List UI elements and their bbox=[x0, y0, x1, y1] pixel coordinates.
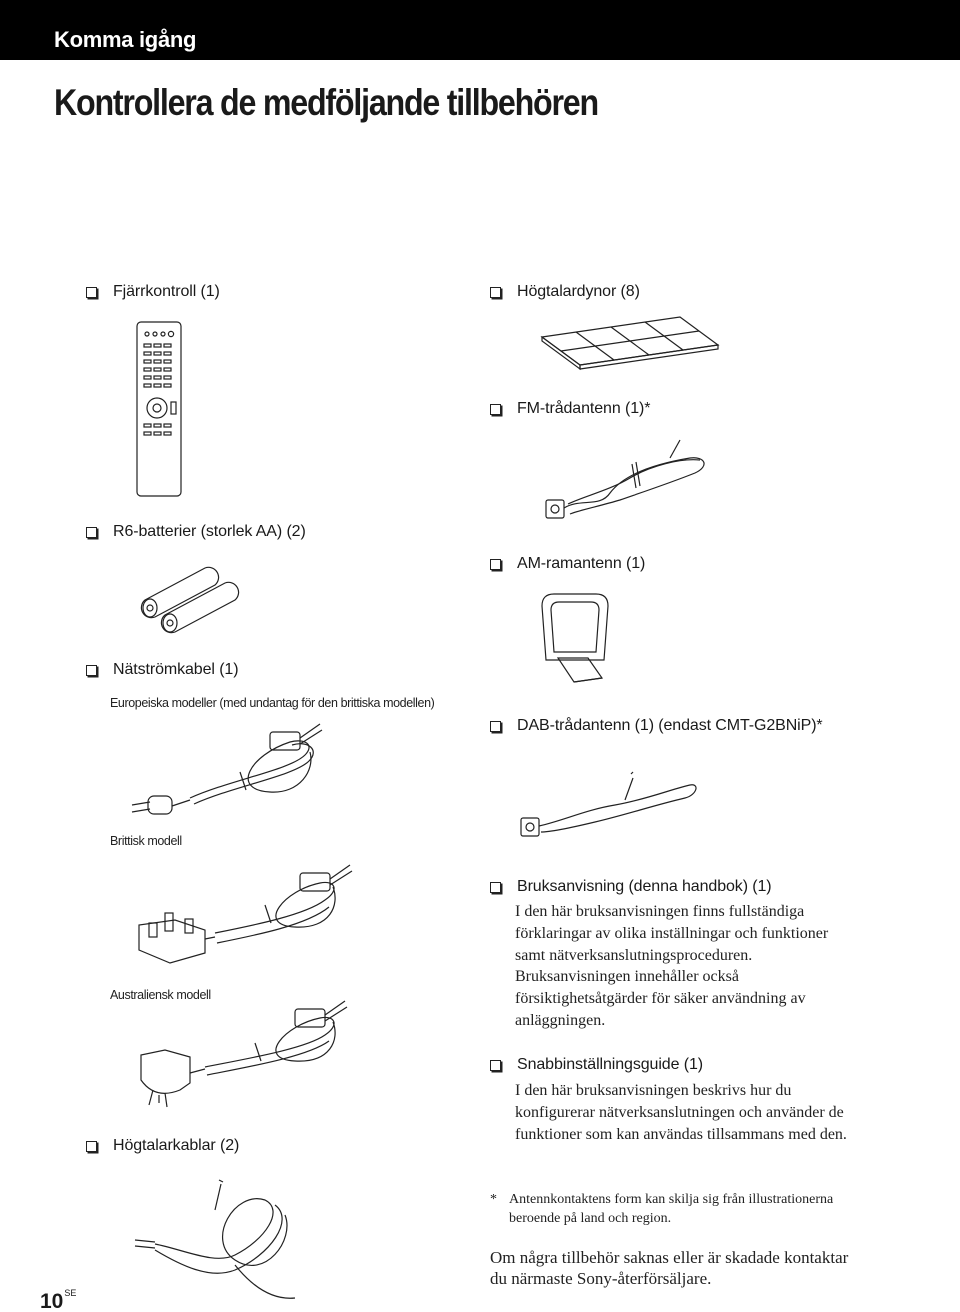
note-australian: Australiensk modell bbox=[110, 988, 211, 1002]
section-title: Komma igång bbox=[54, 27, 197, 52]
quick-guide-description: I den här bruksanvisningen beskrivs hur du konfigurerar nätverksanslutningen och använder de funktioner som kan användas tillsammans med den. bbox=[515, 1082, 847, 1143]
fm-antenna-icon bbox=[540, 438, 720, 538]
speaker-pads-icon bbox=[540, 315, 720, 370]
checkbox-icon bbox=[86, 527, 97, 538]
item-speaker-pads-label: Högtalardynor (8) bbox=[517, 283, 640, 300]
checkbox-icon bbox=[490, 882, 501, 893]
item-dab-antenna-label: DAB-trådantenn (1) (endast CMT-G2BNiP)* bbox=[517, 717, 823, 734]
remote-control-icon bbox=[135, 320, 185, 500]
item-speaker-pads bbox=[490, 283, 640, 301]
item-quick-guide bbox=[490, 1056, 703, 1074]
item-remote-label: Fjärrkontroll (1) bbox=[113, 283, 220, 300]
checkbox-icon bbox=[86, 665, 97, 676]
item-batteries-label: R6-batterier (storlek AA) (2) bbox=[113, 523, 306, 540]
checkbox-icon bbox=[490, 721, 501, 732]
item-manual-label: Bruksanvisning (denna handbok) (1) bbox=[517, 878, 772, 895]
am-loop-antenna-icon bbox=[538, 590, 613, 685]
page-title: Kontrollera de medföljande tillbehören bbox=[54, 82, 598, 123]
item-am-antenna bbox=[490, 555, 645, 573]
footnote-marker: * bbox=[490, 1192, 497, 1207]
speaker-cables-icon bbox=[125, 1180, 305, 1310]
item-remote bbox=[86, 283, 220, 301]
item-speaker-cables-label: Högtalarkablar (2) bbox=[113, 1137, 240, 1154]
item-dab-antenna bbox=[490, 717, 823, 735]
page-number bbox=[40, 1288, 76, 1312]
checkbox-icon bbox=[490, 287, 501, 298]
note-european: Europeiska modeller (med undantag för den brittiska modellen) bbox=[110, 696, 435, 710]
uk-power-cord-icon bbox=[135, 855, 365, 970]
item-fm-antenna bbox=[490, 400, 650, 418]
au-power-cord-icon bbox=[135, 995, 365, 1115]
item-batteries bbox=[86, 523, 306, 541]
item-am-antenna-label: AM-ramantenn (1) bbox=[517, 555, 646, 572]
footnote-text: Antennkontaktens form kan skilja sig från illustrationerna beroende på land och region. bbox=[509, 1192, 834, 1226]
item-quick-guide-label: Snabbinställningsguide (1) bbox=[517, 1056, 703, 1073]
checkbox-icon bbox=[490, 1060, 501, 1071]
dab-antenna-icon bbox=[515, 770, 705, 860]
page-number-suffix: SE bbox=[64, 1288, 77, 1298]
item-manual bbox=[490, 878, 772, 896]
item-fm-antenna-label: FM-trådantenn (1)* bbox=[517, 400, 651, 417]
closing-note: Om några tillbehör saknas eller är skadade kontaktar du närmaste Sony-återförsäljare. bbox=[490, 1248, 849, 1288]
page-number-value: 10 bbox=[40, 1290, 64, 1312]
checkbox-icon bbox=[490, 404, 501, 415]
item-power-cord-label: Nätströmkabel (1) bbox=[113, 661, 239, 678]
checkbox-icon bbox=[490, 559, 501, 570]
checkbox-icon bbox=[86, 1141, 97, 1152]
checkbox-icon bbox=[86, 287, 97, 298]
manual-description: I den här bruksanvisningen finns fullständiga förklaringar av olika inställningar och funktioner samt nätverksanslutningsproceduren. Bruksanvisningen innehåller också försiktighetsåtgärder för säker användning av anläggningen. bbox=[515, 903, 829, 1029]
item-speaker-cables bbox=[86, 1137, 239, 1155]
eu-power-cord-icon bbox=[130, 710, 350, 825]
batteries-icon bbox=[135, 560, 250, 635]
note-british: Brittisk modell bbox=[110, 834, 182, 848]
item-power-cord bbox=[86, 661, 238, 679]
